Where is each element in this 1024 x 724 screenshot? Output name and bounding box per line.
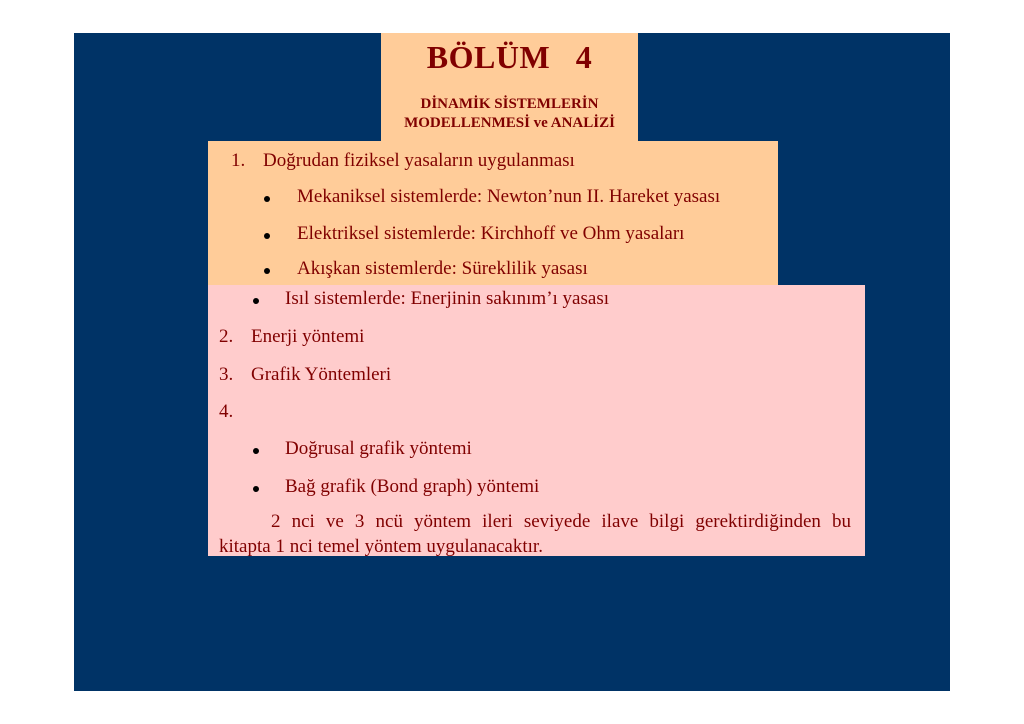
bullet-icon [253,486,259,492]
bullet-item-fluid: Akışkan sistemlerde: Süreklilik yasası [297,258,588,279]
list-number-3: 3. [219,364,234,385]
subtitle-line-2: MODELLENMESİ ve ANALİZİ [404,115,615,131]
paragraph-line-1: 2 nci ve 3 ncü yöntem ileri seviyede ilave bilgi gerektirdiğinden bu [271,511,851,532]
list-item-1-title: Doğrudan fiziksel yasaların uygulanması [263,150,575,171]
subtitle-line-1: DİNAMİK SİSTEMLERİN [420,96,599,112]
list-item-graphic: Grafik Yöntemleri [251,364,392,385]
list-number-1: 1. [231,150,246,171]
closing-paragraph [219,509,851,559]
bullet-icon [264,196,270,202]
list-number-2: 2. [219,326,234,347]
bullet-icon [253,448,259,454]
bullet-icon [253,298,259,304]
bullet-item-electrical: Elektriksel sistemlerde: Kirchhoff ve Ohm yasaları [297,223,685,244]
bullet-icon [264,268,270,274]
paragraph-line-2: kitapta 1 nci temel yöntem uygulanacaktır. [219,536,543,557]
bullet-icon [264,233,270,239]
bullet-item-bond-graph: Bağ grafik (Bond graph) yöntemi [285,476,540,497]
list-number-4: 4. [219,401,234,422]
bullet-item-thermal: Isıl sistemlerde: Enerjinin sakınım’ı yasası [285,288,609,309]
bullet-item-mechanical: Mekaniksel sistemlerde: Newton’nun II. Hareket yasası [297,186,721,207]
chapter-title-box [381,33,638,141]
chapter-title: BÖLÜM 4 [426,39,593,75]
chapter-subtitle [381,95,638,133]
list-item-energy: Enerji yöntemi [251,326,365,347]
bullet-item-linear-graph: Doğrusal grafik yöntemi [285,438,472,459]
